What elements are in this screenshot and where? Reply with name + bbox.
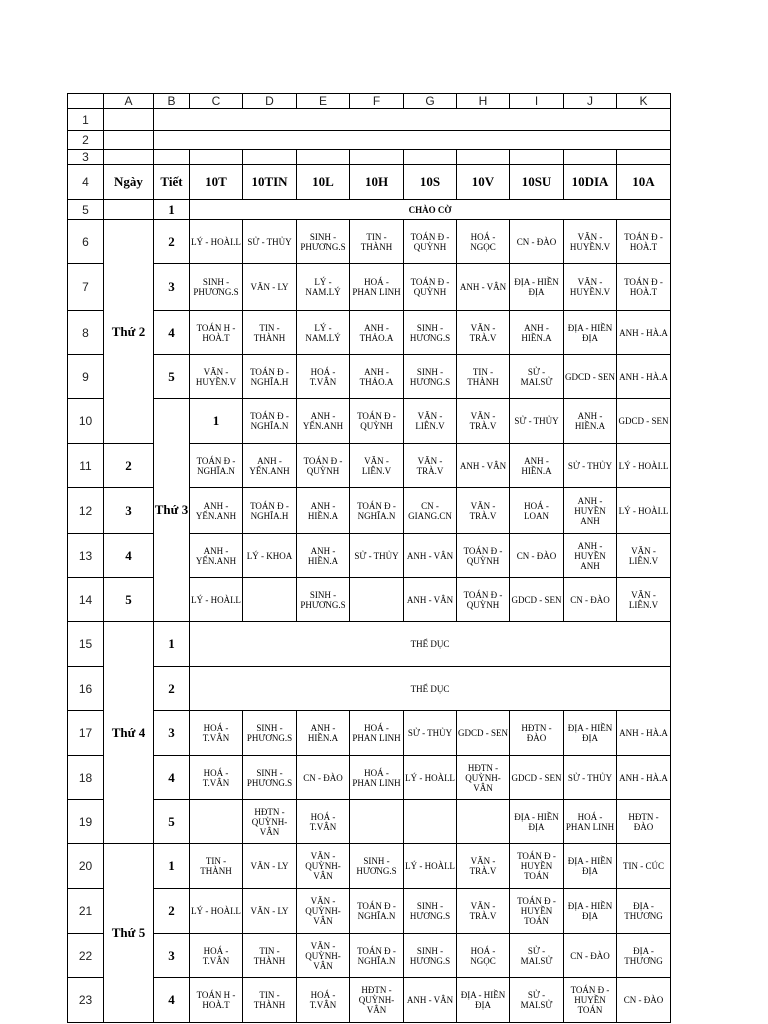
schedule-cell[interactable]: TOÁN Đ - QUỲNH — [297, 444, 350, 488]
schedule-cell[interactable]: VĂN - LIÊN.V — [617, 534, 671, 578]
schedule-cell[interactable]: ĐỊA - HIỀN ĐỊA — [564, 889, 617, 934]
schedule-cell[interactable]: TOÁN Đ - NGHĨA.N — [350, 934, 404, 978]
empty-cell[interactable] — [154, 150, 190, 165]
schedule-cell[interactable]: HOÁ - PHAN LINH — [564, 800, 617, 844]
row-header[interactable]: 14 — [68, 578, 104, 622]
sheet-row-4 — [68, 165, 671, 200]
schedule-cell[interactable]: HOÁ - T.VÂN — [297, 978, 350, 1023]
schedule-cell[interactable]: HOÁ - T.VÂN — [190, 934, 243, 978]
period-number[interactable]: 5 — [154, 800, 190, 844]
schedule-cell[interactable]: VĂN - QUỲNH-VÂN — [297, 844, 350, 889]
schedule-cell[interactable]: TOÁN Đ - QUỲNH — [404, 264, 457, 311]
sheet-row-3 — [68, 150, 671, 165]
schedule-cell[interactable]: LÝ - HOÀI.L — [404, 844, 457, 889]
schedule-cell[interactable]: VĂN - QUỲNH-VÂN — [297, 889, 350, 934]
schedule-cell[interactable]: LÝ - KHOA — [243, 534, 297, 578]
class-header[interactable]: 10V — [457, 165, 510, 200]
schedule-cell[interactable]: ANH - THẢO.A — [350, 311, 404, 355]
schedule-cell[interactable]: ANH - VÂN — [457, 264, 510, 311]
period-number[interactable]: 3 — [104, 488, 154, 534]
schedule-cell[interactable]: VĂN - TRÀ.V — [457, 488, 510, 534]
period-number[interactable]: 4 — [154, 311, 190, 355]
schedule-cell[interactable]: ANH - VÂN — [404, 534, 457, 578]
schedule-cell[interactable]: GDCD - SEN — [457, 711, 510, 756]
sheet-row-6 — [68, 220, 671, 264]
schedule-cell[interactable]: ANH - HIỀN.A — [297, 711, 350, 756]
row-header[interactable]: 17 — [68, 711, 104, 756]
empty-cell[interactable] — [104, 109, 154, 131]
schedule-cell[interactable]: LÝ - NAM.LÝ — [297, 311, 350, 355]
schedule-cell[interactable]: ĐỊA - HIỀN ĐỊA — [564, 844, 617, 889]
schedule-cell[interactable]: TOÁN Đ - HUYỀN TOÁN — [564, 978, 617, 1023]
schedule-cell[interactable]: ĐỊA - THƯƠNG — [617, 934, 671, 978]
sheet-row-15 — [68, 622, 671, 667]
row-header[interactable]: 18 — [68, 756, 104, 800]
schedule-cell[interactable]: HOÁ - PHAN LINH — [350, 264, 404, 311]
class-header[interactable]: 10TIN — [243, 165, 297, 200]
column-header-i[interactable]: I — [510, 94, 564, 109]
row-header[interactable]: 2 — [68, 131, 104, 150]
row-header[interactable]: 23 — [68, 978, 104, 1023]
class-header[interactable]: 10H — [350, 165, 404, 200]
schedule-cell[interactable]: GDCD - SEN — [564, 355, 617, 399]
schedule-cell[interactable]: VĂN - TRÀ.V — [457, 399, 510, 444]
sheet-row-20 — [68, 844, 671, 889]
row-header[interactable]: 16 — [68, 667, 104, 711]
schedule-cell[interactable]: LÝ - HOÀI.L — [190, 889, 243, 934]
class-header[interactable]: 10DIA — [564, 165, 617, 200]
schedule-cell[interactable]: LÝ - HOÀI.L — [617, 488, 671, 534]
schedule-cell[interactable]: SỬ - THỦY — [243, 220, 297, 264]
schedule-cell[interactable]: VĂN - LIÊN.V — [350, 444, 404, 488]
period-number[interactable]: 2 — [154, 220, 190, 264]
timetable-sheet — [67, 93, 671, 1023]
schedule-cell[interactable] — [457, 800, 510, 844]
schedule-cell[interactable]: ANH - HÀ.A — [617, 711, 671, 756]
sheet-row-18 — [68, 756, 671, 800]
schedule-cell[interactable]: ĐỊA - HIỀN ĐỊA — [457, 978, 510, 1023]
header-ngay[interactable]: Ngày — [104, 165, 154, 200]
schedule-cell[interactable]: TOÁN Đ - NGHĨA.H — [243, 488, 297, 534]
schedule-cell[interactable]: ĐỊA - HIỀN ĐỊA — [510, 264, 564, 311]
sheet-row-1 — [68, 109, 671, 131]
schedule-cell[interactable]: SỬ - MAI.SỬ — [510, 934, 564, 978]
schedule-cell[interactable]: GDCD - SEN — [510, 756, 564, 800]
sheet-row-5 — [68, 200, 671, 220]
day-label[interactable]: Thứ 3 — [154, 399, 190, 622]
schedule-cell[interactable]: TOÁN Đ - NGHĨA.N — [190, 444, 243, 488]
row-header[interactable]: 11 — [68, 444, 104, 488]
schedule-cell[interactable]: TOÁN Đ - QUỲNH — [404, 220, 457, 264]
schedule-cell[interactable]: VĂN - HUYỀN.V — [564, 264, 617, 311]
column-header-c[interactable]: C — [190, 94, 243, 109]
schedule-cell[interactable]: ANH - YẾN.ANH — [190, 488, 243, 534]
empty-cell[interactable] — [297, 150, 350, 165]
period-number[interactable]: 1 — [190, 399, 243, 444]
schedule-cell[interactable]: SỬ - THỦY — [350, 534, 404, 578]
row-header[interactable]: 4 — [68, 165, 104, 200]
schedule-cell[interactable]: VĂN - QUỲNH-VÂN — [297, 934, 350, 978]
period-number[interactable]: 2 — [104, 444, 154, 488]
sheet-row-21 — [68, 889, 671, 934]
row-header[interactable]: 20 — [68, 844, 104, 889]
schedule-cell[interactable]: HĐTN - ĐÀO — [510, 711, 564, 756]
schedule-cell[interactable]: ĐỊA - HIỀN ĐỊA — [564, 311, 617, 355]
schedule-cell[interactable] — [350, 578, 404, 622]
schedule-cell[interactable]: HOÁ - PHAN LINH — [350, 756, 404, 800]
sheet-row-19 — [68, 800, 671, 844]
class-header[interactable]: 10SU — [510, 165, 564, 200]
schedule-cell[interactable]: HOÁ - NGỌC — [457, 220, 510, 264]
schedule-cell[interactable]: ANH - HUYỀN ANH — [564, 534, 617, 578]
empty-cell[interactable] — [617, 150, 671, 165]
period-number[interactable]: 1 — [154, 844, 190, 889]
row-header[interactable]: 8 — [68, 311, 104, 355]
row-header[interactable]: 5 — [68, 200, 104, 220]
column-header-a[interactable]: A — [104, 94, 154, 109]
period-number[interactable]: 4 — [104, 534, 154, 578]
schedule-cell[interactable]: SINH - PHƯƠNG.S — [243, 711, 297, 756]
column-header-b[interactable]: B — [154, 94, 190, 109]
day-label[interactable]: Thứ 2 — [104, 220, 154, 444]
schedule-cell[interactable]: SINH - HƯƠNG.S — [404, 355, 457, 399]
schedule-cell[interactable]: VĂN - TRÀ.V — [404, 444, 457, 488]
row-header[interactable]: 21 — [68, 889, 104, 934]
schedule-cell[interactable]: CN - ĐÀO — [617, 978, 671, 1023]
empty-cell[interactable] — [350, 150, 404, 165]
schedule-cell[interactable]: SỬ - THỦY — [404, 711, 457, 756]
row-header[interactable]: 13 — [68, 534, 104, 578]
column-header-k[interactable]: K — [617, 94, 671, 109]
period-number[interactable]: 1 — [154, 200, 190, 220]
merged-activity-cell[interactable]: CHÀO CỜ — [190, 200, 671, 220]
sheet-row-2 — [68, 131, 671, 150]
schedule-cell[interactable]: VĂN - HUYỀN.V — [564, 220, 617, 264]
schedule-cell[interactable]: TOÁN H - HOÀ.T — [190, 978, 243, 1023]
schedule-cell[interactable] — [404, 800, 457, 844]
schedule-cell[interactable]: SỬ - THỦY — [510, 399, 564, 444]
row-header[interactable]: 22 — [68, 934, 104, 978]
period-number[interactable]: 4 — [154, 756, 190, 800]
schedule-cell[interactable]: ANH - HÀ.A — [617, 355, 671, 399]
schedule-cell[interactable]: HĐTN - QUỲNH-VÂN — [457, 756, 510, 800]
schedule-cell[interactable]: ANH - HIỀN.A — [297, 488, 350, 534]
schedule-cell[interactable]: TOÁN Đ - HUYỀN TOÁN — [510, 889, 564, 934]
schedule-cell[interactable]: SỬ - THỦY — [564, 756, 617, 800]
schedule-cell[interactable]: LÝ - HOÀI.L — [190, 578, 243, 622]
sheet-row-8 — [68, 311, 671, 355]
row-header[interactable]: 3 — [68, 150, 104, 165]
schedule-cell[interactable]: SINH - HƯƠNG.S — [404, 311, 457, 355]
sheet-row-10 — [68, 399, 671, 444]
empty-cell[interactable] — [190, 150, 243, 165]
day-label[interactable]: Thứ 5 — [104, 844, 154, 1023]
period-number[interactable]: 3 — [154, 264, 190, 311]
schedule-cell[interactable]: TOÁN Đ - NGHĨA.N — [350, 488, 404, 534]
column-header-h[interactable]: H — [457, 94, 510, 109]
schedule-cell[interactable]: GDCD - SEN — [510, 578, 564, 622]
schedule-cell[interactable]: SỬ - MAI.SỬ — [510, 355, 564, 399]
schedule-cell[interactable]: SINH - PHƯƠNG.S — [243, 756, 297, 800]
schedule-cell[interactable]: SINH - HƯƠNG.S — [404, 889, 457, 934]
schedule-cell[interactable]: VĂN - LY — [243, 889, 297, 934]
sheet-row-23 — [68, 978, 671, 1023]
schedule-cell[interactable]: TOÁN Đ - NGHĨA.H — [243, 355, 297, 399]
schedule-cell[interactable]: ANH - HIỀN.A — [297, 534, 350, 578]
schedule-cell[interactable]: TIN - THÀNH — [457, 355, 510, 399]
schedule-cell[interactable]: HOÁ - NGỌC — [457, 934, 510, 978]
schedule-cell[interactable]: SINH - HƯƠNG.S — [350, 844, 404, 889]
sheet-row-17 — [68, 711, 671, 756]
schedule-cell[interactable]: CN - ĐÀO — [564, 578, 617, 622]
empty-cell[interactable] — [404, 150, 457, 165]
schedule-cell[interactable]: HĐTN - QUỲNH-VÂN — [243, 800, 297, 844]
schedule-cell[interactable]: VĂN - HUYỀN.V — [190, 355, 243, 399]
schedule-cell[interactable]: SỬ - MAI.SỬ — [510, 978, 564, 1023]
schedule-cell[interactable]: TOÁN Đ - QUỲNH — [350, 399, 404, 444]
empty-cell[interactable] — [104, 150, 154, 165]
day-label[interactable]: Thứ 4 — [104, 622, 154, 844]
schedule-cell[interactable]: TOÁN Đ - HOÀ.T — [617, 264, 671, 311]
period-number[interactable]: 4 — [154, 978, 190, 1023]
empty-cell[interactable] — [243, 150, 297, 165]
period-number[interactable]: 5 — [154, 355, 190, 399]
schedule-cell[interactable]: HOÁ - T.VÂN — [297, 800, 350, 844]
schedule-cell[interactable]: LÝ - HOÀI.L — [404, 756, 457, 800]
schedule-cell[interactable]: SINH - PHƯƠNG.S — [297, 220, 350, 264]
schedule-cell[interactable]: LÝ - NAM.LÝ — [297, 264, 350, 311]
schedule-cell[interactable]: HĐTN - QUỲNH-VÂN — [350, 978, 404, 1023]
schedule-cell[interactable]: HOÁ - T.VÂN — [297, 355, 350, 399]
empty-merged-cell[interactable] — [154, 131, 671, 150]
row-header[interactable]: 9 — [68, 355, 104, 399]
schedule-cell[interactable]: ĐỊA - HIỀN ĐỊA — [564, 711, 617, 756]
schedule-cell[interactable]: TOÁN Đ - HOÀ.T — [617, 220, 671, 264]
schedule-cell[interactable]: ANH - HÀ.A — [617, 311, 671, 355]
schedule-cell[interactable]: VĂN - TRÀ.V — [457, 844, 510, 889]
schedule-cell[interactable]: LÝ - HOÀI.L — [617, 444, 671, 488]
schedule-cell[interactable]: TOÁN Đ - HUYỀN TOÁN — [510, 844, 564, 889]
schedule-cell[interactable]: TIN - THÀNH — [243, 934, 297, 978]
schedule-cell[interactable]: ĐỊA - THƯƠNG — [617, 889, 671, 934]
row-header[interactable]: 12 — [68, 488, 104, 534]
period-number[interactable]: 2 — [154, 889, 190, 934]
schedule-cell[interactable]: SINH - PHƯƠNG.S — [190, 264, 243, 311]
merged-activity-cell[interactable]: THỂ DỤC — [190, 667, 671, 711]
row-header[interactable]: 10 — [68, 399, 104, 444]
day-cell[interactable] — [104, 200, 154, 220]
schedule-cell[interactable]: TOÁN Đ - QUỲNH — [457, 578, 510, 622]
column-header-j[interactable]: J — [564, 94, 617, 109]
sheet-row-16 — [68, 667, 671, 711]
schedule-cell[interactable]: HOÁ - T.VÂN — [190, 756, 243, 800]
schedule-cell[interactable]: TIN - THÀNH — [350, 220, 404, 264]
column-header-row — [68, 94, 671, 109]
merged-activity-cell[interactable]: THỂ DỤC — [190, 622, 671, 667]
schedule-cell[interactable]: TIN - THÀNH — [190, 844, 243, 889]
schedule-cell[interactable]: ANH - HIỀN.A — [510, 311, 564, 355]
schedule-cell[interactable]: HĐTN - ĐÀO — [617, 800, 671, 844]
period-number[interactable]: 3 — [154, 711, 190, 756]
empty-cell[interactable] — [510, 150, 564, 165]
schedule-cell[interactable]: ANH - YẾN.ANH — [243, 444, 297, 488]
sheet-row-7 — [68, 264, 671, 311]
empty-cell[interactable] — [104, 131, 154, 150]
empty-cell[interactable] — [457, 150, 510, 165]
schedule-cell[interactable]: CN - ĐÀO — [510, 534, 564, 578]
period-number[interactable]: 5 — [104, 578, 154, 622]
schedule-cell[interactable] — [243, 578, 297, 622]
schedule-cell[interactable]: CN - ĐÀO — [510, 220, 564, 264]
schedule-cell[interactable]: ANH - HUYỀN ANH — [564, 488, 617, 534]
schedule-cell[interactable]: VĂN - TRÀ.V — [457, 311, 510, 355]
schedule-cell[interactable]: VĂN - LY — [243, 264, 297, 311]
schedule-cell[interactable]: GDCD - SEN — [617, 399, 671, 444]
schedule-cell[interactable]: ANH - YẾN.ANH — [190, 534, 243, 578]
schedule-cell[interactable]: LÝ - HOÀI.L — [190, 220, 243, 264]
schedule-cell[interactable]: TOÁN H - HOÀ.T — [190, 311, 243, 355]
schedule-cell[interactable]: ĐỊA - HIỀN ĐỊA — [510, 800, 564, 844]
sheet-row-22 — [68, 934, 671, 978]
schedule-cell[interactable]: ANH - HIỀN.A — [564, 399, 617, 444]
schedule-cell[interactable]: TOÁN Đ - QUỲNH — [457, 534, 510, 578]
schedule-cell[interactable]: CN - ĐÀO — [297, 756, 350, 800]
schedule-cell[interactable]: ANH - YẾN.ANH — [297, 399, 350, 444]
schedule-cell[interactable]: ANH - THẢO.A — [350, 355, 404, 399]
class-header[interactable]: 10L — [297, 165, 350, 200]
column-header-d[interactable]: D — [243, 94, 297, 109]
schedule-cell[interactable]: ANH - HÀ.A — [617, 756, 671, 800]
row-header[interactable]: 15 — [68, 622, 104, 667]
header-tiet[interactable]: Tiết — [154, 165, 190, 200]
row-header[interactable]: 7 — [68, 264, 104, 311]
empty-cell[interactable] — [564, 150, 617, 165]
class-header[interactable]: 10S — [404, 165, 457, 200]
column-header-e[interactable]: E — [297, 94, 350, 109]
period-number[interactable]: 1 — [154, 622, 190, 667]
schedule-cell[interactable]: ANH - HIỀN.A — [510, 444, 564, 488]
schedule-cell[interactable]: SỬ - THỦY — [564, 444, 617, 488]
schedule-cell[interactable]: VĂN - LIÊN.V — [617, 578, 671, 622]
schedule-cell[interactable]: ANH - VÂN — [404, 578, 457, 622]
schedule-cell[interactable]: VĂN - LIÊN.V — [404, 399, 457, 444]
schedule-cell[interactable]: SINH - HƯƠNG.S — [404, 934, 457, 978]
schedule-cell[interactable]: TIN - CÚC — [617, 844, 671, 889]
schedule-cell[interactable] — [190, 800, 243, 844]
period-number[interactable]: 2 — [154, 667, 190, 711]
class-header[interactable]: 10A — [617, 165, 671, 200]
period-number[interactable]: 3 — [154, 934, 190, 978]
select-all-corner[interactable] — [68, 94, 104, 109]
row-header[interactable]: 19 — [68, 800, 104, 844]
row-header[interactable]: 6 — [68, 220, 104, 264]
schedule-cell[interactable]: HOÁ - T.VÂN — [190, 711, 243, 756]
schedule-cell[interactable]: SINH - PHƯƠNG.S — [297, 578, 350, 622]
schedule-cell[interactable]: ANH - VÂN — [404, 978, 457, 1023]
schedule-cell[interactable]: TIN - THÀNH — [243, 311, 297, 355]
column-header-f[interactable]: F — [350, 94, 404, 109]
schedule-cell[interactable] — [350, 800, 404, 844]
schedule-cell[interactable]: CN - ĐÀO — [564, 934, 617, 978]
column-header-g[interactable]: G — [404, 94, 457, 109]
schedule-cell[interactable]: VĂN - TRÀ.V — [457, 889, 510, 934]
schedule-cell[interactable]: HOÁ - LOAN — [510, 488, 564, 534]
sheet-row-9 — [68, 355, 671, 399]
schedule-cell[interactable]: ANH - VÂN — [457, 444, 510, 488]
empty-merged-cell[interactable] — [154, 109, 671, 131]
row-header[interactable]: 1 — [68, 109, 104, 131]
schedule-cell[interactable]: CN - GIANG.CN — [404, 488, 457, 534]
schedule-cell[interactable]: TOÁN Đ - NGHĨA.N — [243, 399, 297, 444]
schedule-cell[interactable]: TIN - THÀNH — [243, 978, 297, 1023]
schedule-cell[interactable]: HOÁ - PHAN LINH — [350, 711, 404, 756]
schedule-cell[interactable]: TOÁN Đ - NGHĨA.N — [350, 889, 404, 934]
schedule-cell[interactable]: VĂN - LY — [243, 844, 297, 889]
class-header[interactable]: 10T — [190, 165, 243, 200]
